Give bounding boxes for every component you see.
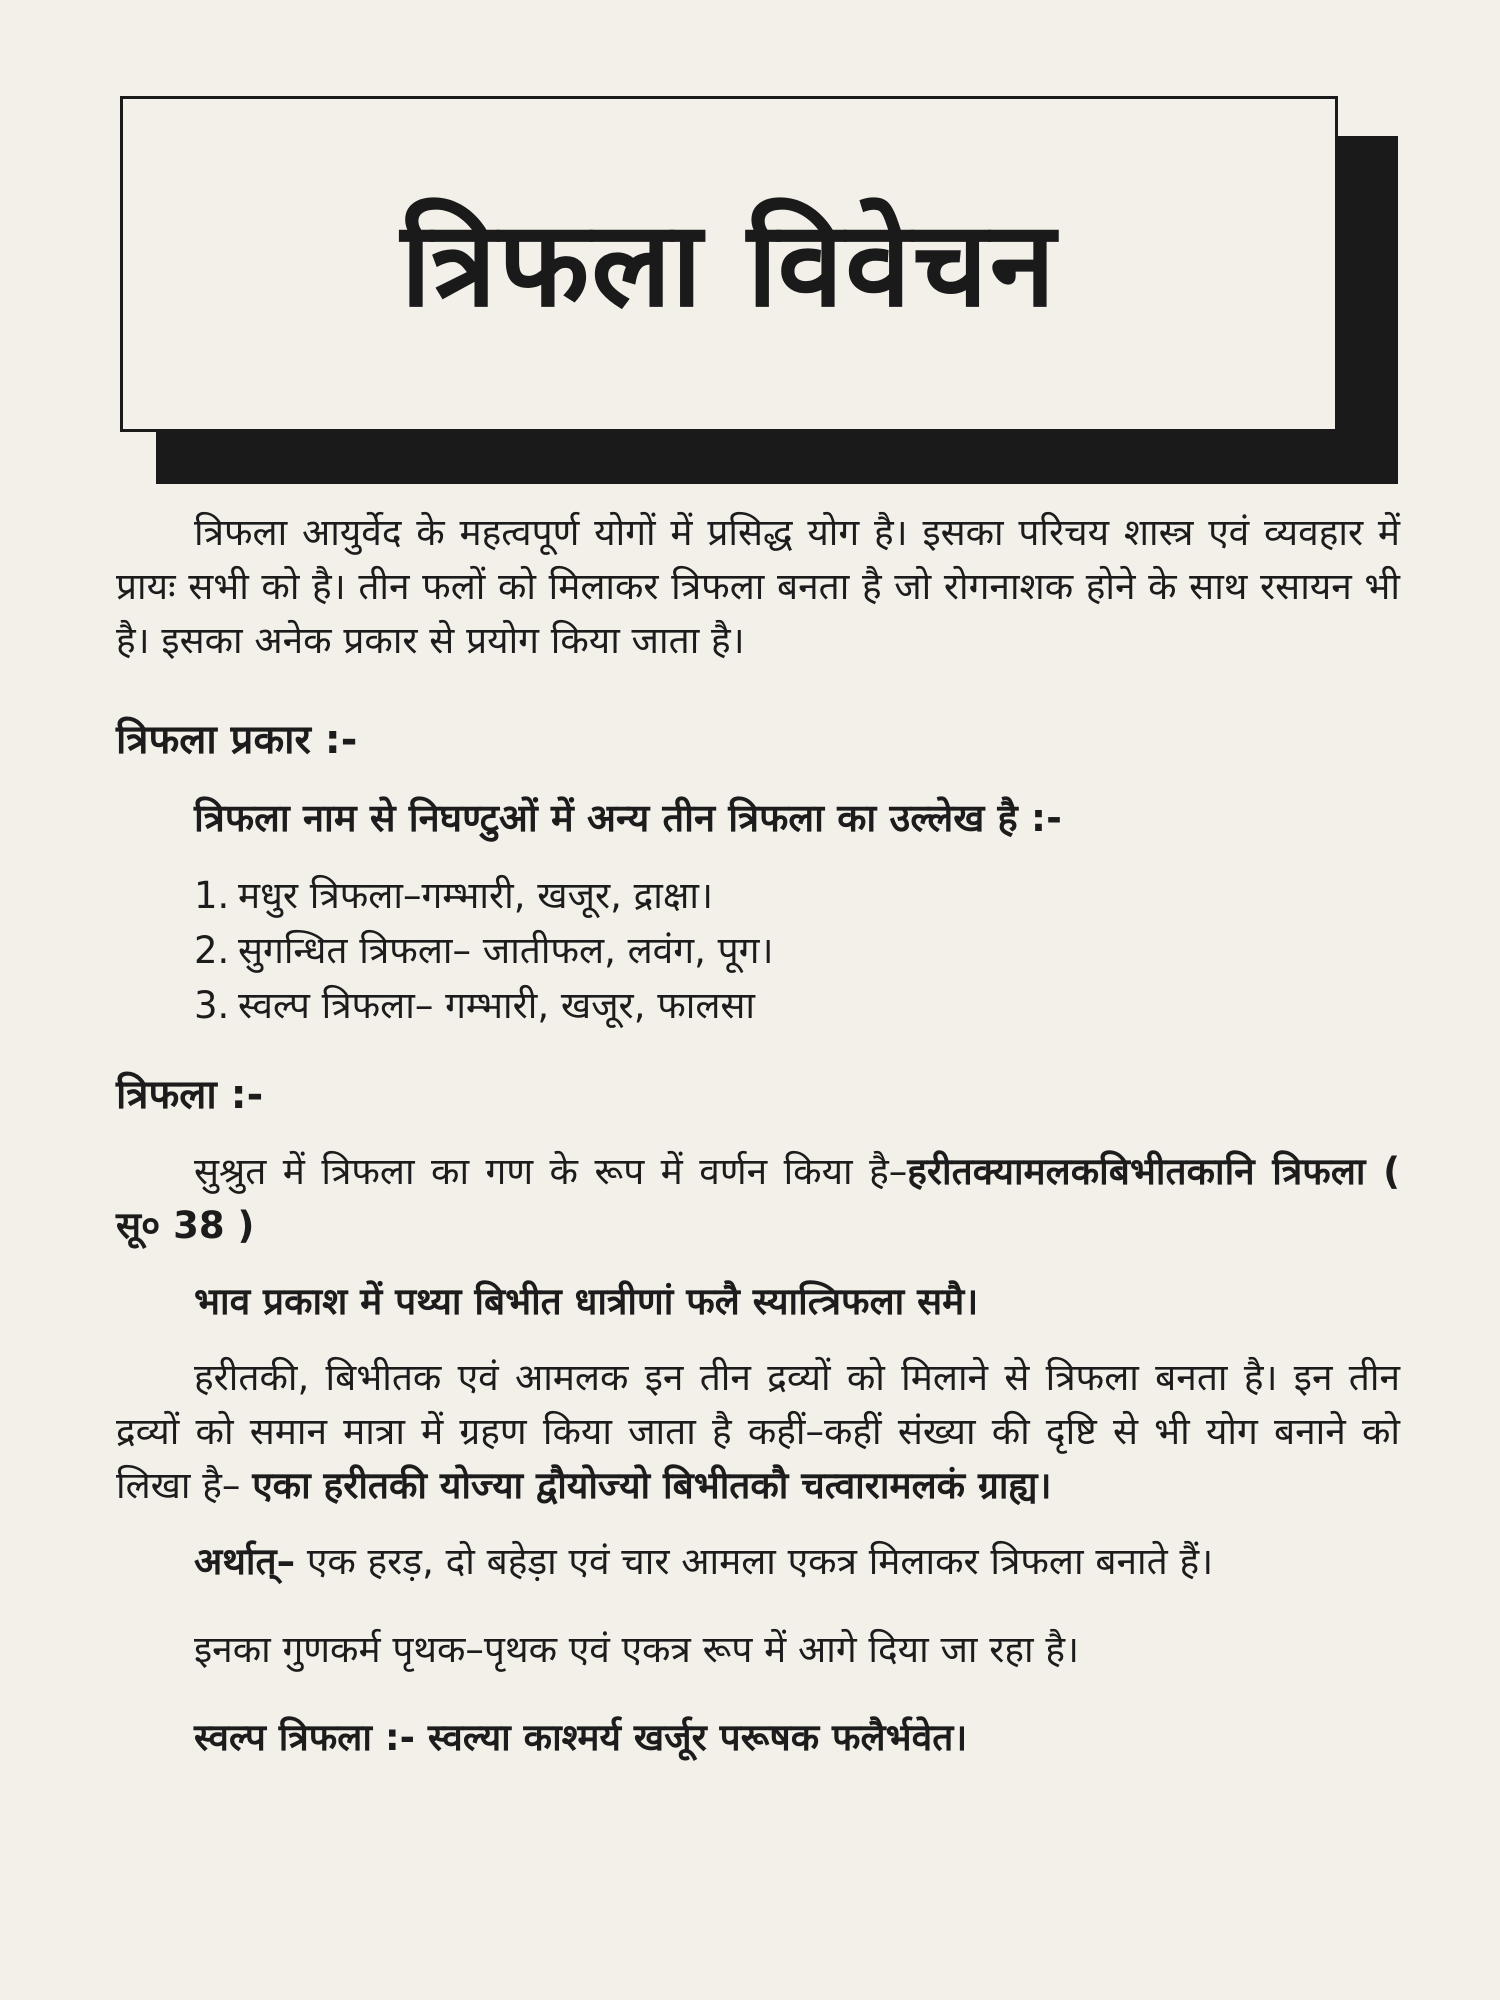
section-heading-types: त्रिफला प्रकार :- xyxy=(116,717,358,763)
sushrut-paragraph xyxy=(116,1145,1400,1253)
list-item xyxy=(194,868,1400,923)
arthat-label: अर्थात्– xyxy=(194,1540,296,1583)
sushrut-quote: हरीतक्यामलकबिभीतकानि त्रिफला ( सू० 38 ) xyxy=(116,1150,1400,1247)
list-item-number: 3. xyxy=(194,984,230,1027)
composition-text: हरीतकी, बिभीतक एवं आमलक इन तीन द्रव्यों को मिलाने से त्रिफला बनता है। इन तीन द्रव्यों को समान मात्रा में ग्रहण किया जाता है कहीं–कहीं संख्या की दृष्टि से भी योग बनाने को लिखा है– xyxy=(116,1356,1400,1507)
section-subheading-types: त्रिफला नाम से निघण्टुओं में अन्य तीन त्रिफला का उल्लेख है :- xyxy=(194,796,1062,840)
list-item-text: मधुर त्रिफला–गम्भारी, खजूर, द्राक्षा। xyxy=(238,874,713,917)
list-item-text: सुगन्धित त्रिफला– जातीफल, लवंग, पूग। xyxy=(238,929,774,972)
arthat-text: एक हरड़, दो बहेड़ा एवं चार आमला एकत्र मिलाकर त्रिफला बनाते हैं। xyxy=(295,1540,1214,1583)
sushrut-text: सुश्रुत में त्रिफला का गण के रूप में वर्णन किया है– xyxy=(194,1150,908,1193)
gunakarma-paragraph: इनका गुणकर्म पृथक–पृथक एवं एकत्र रूप में आगे दिया जा रहा है। xyxy=(194,1628,1080,1671)
document-body xyxy=(116,506,1400,1765)
composition-quote: एका हरीतकी योज्या द्वौयोज्यो बिभीतकौ चत्वारामलकं ग्राह्य। xyxy=(252,1464,1052,1507)
triphala-types-list xyxy=(116,868,1400,1033)
section-heading-triphala: त्रिफला :- xyxy=(116,1072,264,1118)
title-box xyxy=(120,96,1338,432)
intro-paragraph: त्रिफला आयुर्वेद के महत्वपूर्ण योगों में प्रसिद्ध योग है। इसका परिचय शास्त्र एवं व्यवहार में प्रायः सभी को है। तीन फलों को मिलाकर त्रिफला बनता है जो रोगनाशक होने के साथ रसायन भी है। इसका अनेक प्रकार से प्रयोग किया जाता है। xyxy=(116,511,1400,662)
arthat-paragraph xyxy=(116,1535,1400,1589)
composition-paragraph xyxy=(116,1351,1400,1513)
list-item-text: स्वल्प त्रिफला– गम्भारी, खजूर, फालसा xyxy=(238,984,756,1027)
list-item xyxy=(194,978,1400,1033)
list-item-number: 1. xyxy=(194,874,230,917)
list-item xyxy=(194,923,1400,978)
list-item-number: 2. xyxy=(194,929,230,972)
bhav-prakash-quote: भाव प्रकाश में पथ्या बिभीत धात्रीणां फलै स्यात्त्रिफला समै। xyxy=(194,1280,979,1323)
swalp-triphala-line: स्वल्प त्रिफला :- स्वल्या काश्मर्य खर्जूर परूषक फलैर्भवेत। xyxy=(194,1716,968,1759)
page-title: त्रिफला विवेचन xyxy=(400,195,1058,333)
